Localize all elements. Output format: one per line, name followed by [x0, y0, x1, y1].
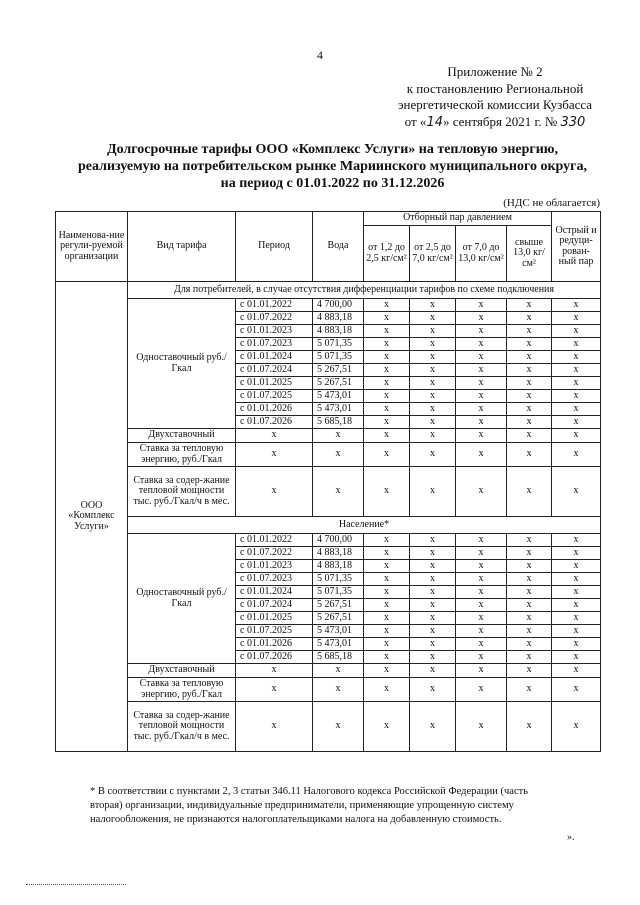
cell-x: х: [507, 364, 552, 377]
cell-x: х: [410, 664, 456, 678]
cell-x: х: [552, 403, 601, 416]
cell-x: х: [410, 547, 456, 560]
cell-x: х: [364, 625, 410, 638]
cell-x: х: [552, 625, 601, 638]
water-tariff-cell: 5 473,01: [313, 390, 364, 403]
cell-x: х: [507, 325, 552, 338]
cell-x: х: [456, 403, 507, 416]
cell-x: х: [456, 364, 507, 377]
cell-x: х: [364, 664, 410, 678]
cell-x: х: [456, 390, 507, 403]
heat-rate-label: Ставка за тепловую энергию, руб./Гкал: [128, 443, 236, 467]
period-cell: с 01.07.2022: [236, 547, 313, 560]
cell-x: х: [507, 351, 552, 364]
cell-x: х: [410, 312, 456, 325]
cell-x: х: [410, 325, 456, 338]
heat-rate-label: Ставка за тепловую энергию, руб./Гкал: [128, 678, 236, 702]
cell-x: х: [507, 560, 552, 573]
capacity-rate-label: Ставка за содер-жание тепловой мощности тыс. руб./Гкал/ч в мес.: [128, 467, 236, 517]
vat-note: (НДС не облагается): [503, 197, 600, 209]
table-row: [56, 534, 601, 547]
water-tariff-cell: 5 267,51: [313, 612, 364, 625]
period-cell: с 01.01.2026: [236, 638, 313, 651]
cell-x: х: [410, 678, 456, 702]
cell-x: х: [364, 560, 410, 573]
cell-x: х: [410, 403, 456, 416]
period-cell: с 01.01.2025: [236, 377, 313, 390]
cell-x: х: [236, 702, 313, 752]
cell-x: х: [410, 612, 456, 625]
cell-x: х: [364, 651, 410, 664]
cell-x: х: [456, 573, 507, 586]
cell-x: х: [456, 325, 507, 338]
cell-x: х: [552, 377, 601, 390]
cell-x: х: [364, 638, 410, 651]
cell-x: х: [410, 573, 456, 586]
cell-x: х: [364, 534, 410, 547]
cell-x: х: [507, 599, 552, 612]
cell-x: х: [456, 586, 507, 599]
cell-x: х: [456, 351, 507, 364]
table-row: [56, 299, 601, 312]
period-cell: с 01.07.2023: [236, 338, 313, 351]
one-rate-label: Одноставочный руб./Гкал: [128, 299, 236, 429]
cell-x: х: [236, 664, 313, 678]
period-cell: с 01.07.2025: [236, 625, 313, 638]
header-org: Наименова-ние регули-руемой организации: [56, 212, 128, 282]
table-row: [56, 678, 601, 702]
page-number: 4: [317, 48, 323, 62]
cell-x: х: [410, 560, 456, 573]
water-tariff-cell: 4 883,18: [313, 560, 364, 573]
cell-x: х: [456, 651, 507, 664]
period-cell: с 01.01.2024: [236, 586, 313, 599]
water-tariff-cell: 4 700,00: [313, 299, 364, 312]
period-cell: с 01.07.2026: [236, 651, 313, 664]
cell-x: х: [364, 338, 410, 351]
dotted-line: [26, 884, 126, 885]
period-cell: с 01.01.2026: [236, 403, 313, 416]
cell-x: х: [410, 702, 456, 752]
cell-x: х: [456, 467, 507, 517]
cell-x: х: [456, 702, 507, 752]
org-name: ООО «Комплекс Услуги»: [56, 282, 128, 752]
header-tariff-type: Вид тарифа: [128, 212, 236, 282]
cell-x: х: [313, 429, 364, 443]
cell-x: х: [364, 586, 410, 599]
cell-x: х: [456, 678, 507, 702]
cell-x: х: [456, 416, 507, 429]
table-row: [56, 664, 601, 678]
cell-x: х: [410, 625, 456, 638]
appendix-title: Приложение № 2: [447, 64, 543, 79]
cell-x: х: [507, 390, 552, 403]
cell-x: х: [507, 612, 552, 625]
period-cell: с 01.01.2025: [236, 612, 313, 625]
header-steam-2: от 2,5 до 7,0 кг/см²: [410, 226, 456, 282]
water-tariff-cell: 5 071,35: [313, 351, 364, 364]
cell-x: х: [552, 547, 601, 560]
cell-x: х: [552, 416, 601, 429]
water-tariff-cell: 5 267,51: [313, 377, 364, 390]
table-row: [56, 443, 601, 467]
period-cell: с 01.07.2023: [236, 573, 313, 586]
cell-x: х: [456, 599, 507, 612]
footnote: * В соответствии с пунктами 2, 3 статьи 346.11 Налогового кодекса Российской Федерации (часть вторая) организации, индивидуальные предприниматели, применяющие упрощенную систему налогообложения, не признаются налогоплательщиками налога на добавленную стоимость.: [90, 786, 529, 825]
cell-x: х: [552, 429, 601, 443]
cell-x: х: [410, 586, 456, 599]
cell-x: х: [507, 534, 552, 547]
cell-x: х: [507, 702, 552, 752]
handwritten-number: 330: [560, 115, 586, 130]
cell-x: х: [552, 299, 601, 312]
document-title: Долгосрочные тарифы ООО «Комплекс Услуги» на тепловую энергию, реализуемую на потребительском рынке Мариинского муниципального округа, на период с 01.01.2022 по 31.12.2026: [77, 142, 588, 191]
cell-x: х: [364, 573, 410, 586]
cell-x: х: [410, 467, 456, 517]
header-steam-3: от 7,0 до 13,0 кг/см²: [456, 226, 507, 282]
period-cell: с 01.01.2023: [236, 560, 313, 573]
appendix-commission: энергетической комиссии Кузбасса: [397, 97, 593, 112]
cell-x: х: [410, 651, 456, 664]
cell-x: х: [552, 586, 601, 599]
cell-x: х: [410, 390, 456, 403]
cell-x: х: [364, 467, 410, 517]
cell-x: х: [507, 299, 552, 312]
cell-x: х: [456, 560, 507, 573]
period-cell: с 01.07.2024: [236, 599, 313, 612]
cell-x: х: [364, 547, 410, 560]
cell-x: х: [456, 547, 507, 560]
cell-x: х: [410, 443, 456, 467]
cell-x: х: [364, 403, 410, 416]
period-cell: с 01.07.2022: [236, 312, 313, 325]
cell-x: х: [552, 638, 601, 651]
cell-x: х: [456, 312, 507, 325]
header-sharp-steam: Острый и редуци-рован-ный пар: [552, 212, 601, 282]
cell-x: х: [552, 599, 601, 612]
cell-x: х: [364, 702, 410, 752]
period-cell: с 01.01.2022: [236, 299, 313, 312]
water-tariff-cell: 4 883,18: [313, 325, 364, 338]
cell-x: х: [364, 299, 410, 312]
cell-x: х: [410, 599, 456, 612]
cell-x: х: [552, 390, 601, 403]
cell-x: х: [364, 429, 410, 443]
section-title: Население*: [128, 517, 601, 534]
cell-x: х: [364, 612, 410, 625]
capacity-rate-label: Ставка за содер-жание тепловой мощности тыс. руб./Гкал/ч в мес.: [128, 702, 236, 752]
cell-x: х: [507, 651, 552, 664]
water-tariff-cell: 5 685,18: [313, 416, 364, 429]
cell-x: х: [507, 312, 552, 325]
cell-x: х: [364, 416, 410, 429]
cell-x: х: [456, 664, 507, 678]
cell-x: х: [456, 638, 507, 651]
cell-x: х: [552, 312, 601, 325]
cell-x: х: [364, 443, 410, 467]
cell-x: х: [552, 651, 601, 664]
header-steam-4: свыше 13,0 кг/см²: [507, 226, 552, 282]
water-tariff-cell: 4 883,18: [313, 547, 364, 560]
cell-x: х: [552, 338, 601, 351]
cell-x: х: [507, 664, 552, 678]
cell-x: х: [552, 664, 601, 678]
cell-x: х: [364, 312, 410, 325]
cell-x: х: [456, 429, 507, 443]
cell-x: х: [236, 429, 313, 443]
cell-x: х: [552, 702, 601, 752]
cell-x: х: [507, 678, 552, 702]
water-tariff-cell: 5 071,35: [313, 338, 364, 351]
cell-x: х: [507, 467, 552, 517]
cell-x: х: [364, 678, 410, 702]
cell-x: х: [410, 299, 456, 312]
cell-x: х: [364, 599, 410, 612]
cell-x: х: [507, 429, 552, 443]
cell-x: х: [552, 325, 601, 338]
two-rate-label: Двухставочный: [128, 664, 236, 678]
cell-x: х: [313, 702, 364, 752]
cell-x: х: [507, 403, 552, 416]
cell-x: х: [552, 678, 601, 702]
section-title: Для потребителей, в случае отсутствия дифференциации тарифов по схеме подключения: [128, 282, 601, 299]
water-tariff-cell: 5 473,01: [313, 625, 364, 638]
cell-x: х: [552, 351, 601, 364]
water-tariff-cell: 5 473,01: [313, 403, 364, 416]
cell-x: х: [364, 325, 410, 338]
header-steam-1: от 1,2 до 2,5 кг/см²: [364, 226, 410, 282]
cell-x: х: [552, 467, 601, 517]
cell-x: х: [507, 443, 552, 467]
corner-mark: ».: [567, 832, 575, 843]
header-steam-group: Отборный пар давлением: [364, 212, 552, 226]
water-tariff-cell: 5 473,01: [313, 638, 364, 651]
table-row: [56, 429, 601, 443]
cell-x: х: [552, 534, 601, 547]
cell-x: х: [507, 416, 552, 429]
cell-x: х: [456, 299, 507, 312]
cell-x: х: [507, 586, 552, 599]
period-cell: с 01.07.2025: [236, 390, 313, 403]
water-tariff-cell: 5 267,51: [313, 599, 364, 612]
cell-x: х: [507, 638, 552, 651]
cell-x: х: [552, 573, 601, 586]
handwritten-day: 14: [426, 115, 443, 130]
cell-x: х: [410, 351, 456, 364]
water-tariff-cell: 5 267,51: [313, 364, 364, 377]
cell-x: х: [507, 547, 552, 560]
cell-x: х: [456, 625, 507, 638]
water-tariff-cell: 5 071,35: [313, 586, 364, 599]
header-water: Вода: [313, 212, 364, 282]
cell-x: х: [456, 612, 507, 625]
period-cell: с 01.07.2024: [236, 364, 313, 377]
cell-x: х: [552, 612, 601, 625]
cell-x: х: [236, 443, 313, 467]
water-tariff-cell: 5 071,35: [313, 573, 364, 586]
appendix-date-line: от «14» сентября 2021 г. № 330: [404, 114, 586, 130]
cell-x: х: [313, 664, 364, 678]
period-cell: с 01.01.2024: [236, 351, 313, 364]
cell-x: х: [507, 377, 552, 390]
table-row: [56, 467, 601, 517]
header-period: Период: [236, 212, 313, 282]
water-tariff-cell: 4 883,18: [313, 312, 364, 325]
cell-x: х: [364, 351, 410, 364]
cell-x: х: [364, 377, 410, 390]
one-rate-label: Одноставочный руб./Гкал: [128, 534, 236, 664]
cell-x: х: [552, 560, 601, 573]
cell-x: х: [456, 377, 507, 390]
period-cell: с 01.01.2022: [236, 534, 313, 547]
period-cell: с 01.07.2026: [236, 416, 313, 429]
cell-x: х: [364, 390, 410, 403]
water-tariff-cell: 4 700,00: [313, 534, 364, 547]
cell-x: х: [410, 338, 456, 351]
tariff-table: [55, 211, 601, 752]
cell-x: х: [410, 534, 456, 547]
appendix-resolution: к постановлению Региональной: [406, 81, 584, 96]
cell-x: х: [507, 338, 552, 351]
cell-x: х: [313, 443, 364, 467]
cell-x: х: [507, 625, 552, 638]
cell-x: х: [410, 416, 456, 429]
cell-x: х: [456, 534, 507, 547]
period-cell: с 01.01.2023: [236, 325, 313, 338]
cell-x: х: [236, 678, 313, 702]
cell-x: х: [236, 467, 313, 517]
table-row: [56, 702, 601, 752]
water-tariff-cell: 5 685,18: [313, 651, 364, 664]
cell-x: х: [364, 364, 410, 377]
cell-x: х: [552, 364, 601, 377]
cell-x: х: [313, 678, 364, 702]
cell-x: х: [410, 377, 456, 390]
cell-x: х: [410, 364, 456, 377]
cell-x: х: [552, 443, 601, 467]
cell-x: х: [313, 467, 364, 517]
cell-x: х: [456, 443, 507, 467]
cell-x: х: [410, 429, 456, 443]
cell-x: х: [456, 338, 507, 351]
two-rate-label: Двухставочный: [128, 429, 236, 443]
cell-x: х: [410, 638, 456, 651]
cell-x: х: [507, 573, 552, 586]
